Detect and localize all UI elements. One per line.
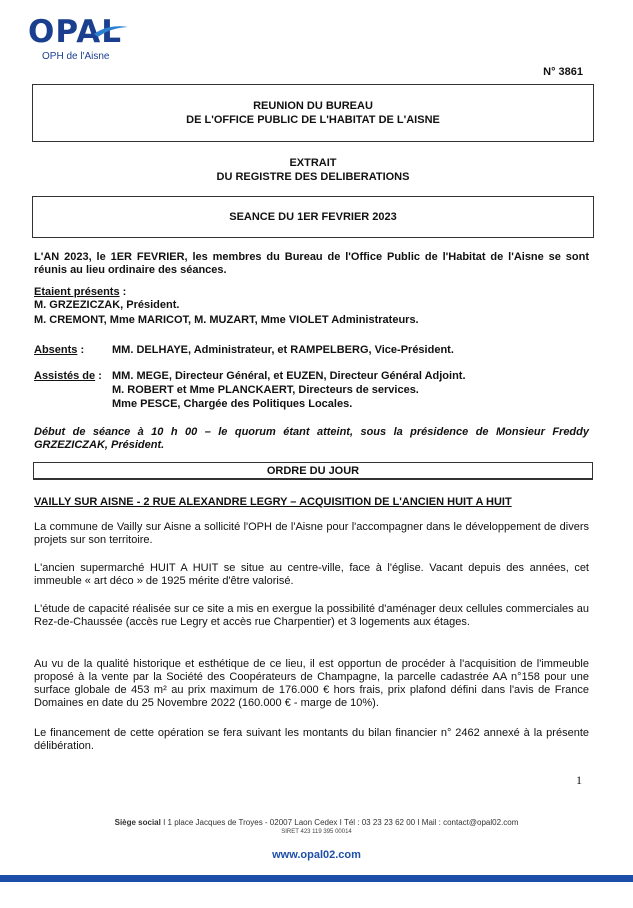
body-paragraph-4: Au vu de la qualité historique et esthétique de ce lieu, il est opportun de procéder à l'acquisition de l'immeuble proposé à la vente par la Société des Coopérateurs de Champagne, la parcelle cadastrée AA n°158 pour une surface globale de 453 m² au prix maximum de 176.000 € hors frais, prix plafond défini dans l'avis de France Domaines en date du 25 Novembre 2022 (160.000 € - marge de 10%). [34,658,589,709]
assistes-label: Assistés de [34,370,96,382]
body-paragraph-1: La commune de Vailly sur Aisne a sollicité l'OPH de l'Aisne pour l'accompagner dans le développement de divers projets sur son territoire. [34,521,589,546]
body-paragraph-2: L'ancien supermarché HUIT A HUIT se situe au centre-ville, face à l'église. Vacant depuis des années, cet immeuble « art déco » de 1925 mérite d'être valorisé. [34,562,589,587]
footer-siege-label: Siège social [114,818,161,827]
absents-label: Absents [34,344,78,356]
document-number: N° 3861 [543,66,583,78]
agenda-title: ORDRE DU JOUR [266,465,360,477]
page-number: 1 [576,773,582,787]
session-start-statement: Début de séance à 10 h 00 – le quorum étant atteint, sous la présidence de Monsieur Freddy GRZEZICZAK, Président. [34,426,589,451]
footer-address [0,818,633,827]
assistes-heading [34,370,102,383]
body-paragraph-5: Le financement de cette opération se fera suivant les montants du bilan financier n° 2462 annexé à la présente délibération. [34,727,589,752]
footer-siret: SIRET 423 119 395 00014 [281,829,352,835]
logo-wordmark: OPAL [28,14,122,50]
meeting-header-box [32,84,594,142]
footer-address-text: I 1 place Jacques de Troyes - 02007 Laon Cedex I Tél : 03 23 23 62 00 I Mail : contact@opal02.com [160,818,519,827]
presents-colon: : [119,286,127,298]
presents-line1: M. GRZEZICZAK, Président. [34,299,180,311]
subject-title: VAILLY SUR AISNE - 2 RUE ALEXANDRE LEGRY – ACQUISITION DE L'ANCIEN HUIT A HUIT [34,496,512,508]
agenda-box [33,462,593,480]
extract-line1: EXTRAIT [289,157,337,169]
meeting-title-line1: REUNION DU BUREAU [253,100,373,112]
session-date: SEANCE DU 1ER FEVRIER 2023 [229,211,397,223]
footer-website-link[interactable]: www.opal02.com [272,849,361,861]
opal-logo [28,14,148,64]
presents-heading [34,286,126,299]
absents-heading [34,344,84,357]
absents-text: MM. DELHAYE, Administrateur, et RAMPELBERG, Vice-Président. [112,344,454,356]
assistes-line3: Mme PESCE, Chargée des Politiques Locales. [112,398,353,410]
session-date-box [32,196,594,238]
absents-colon: : [77,344,85,356]
meeting-title-line2: DE L'OFFICE PUBLIC DE L'HABITAT DE L'AISNE [186,114,440,126]
extract-heading [32,156,594,184]
presents-line2: M. CREMONT, Mme MARICOT, M. MUZART, Mme VIOLET Administrateurs. [34,314,419,326]
intro-paragraph: L'AN 2023, le 1ER FEVRIER, les membres du Bureau de l'Office Public de l'Habitat de l'Aisne se sont réunis au lieu ordinaire des séances. [34,251,589,276]
extract-line2: DU REGISTRE DES DELIBERATIONS [216,171,410,183]
assistes-colon: : [95,370,102,382]
assistes-line2: M. ROBERT et Mme PLANCKAERT, Directeurs de services. [112,384,419,396]
logo-swoosh-icon [94,24,128,38]
presents-label: Etaient présents [34,286,120,298]
body-paragraph-3: L'étude de capacité réalisée sur ce site a mis en exergue la possibilité d'aménager deux cellules commerciales au Rez-de-Chaussée (accès rue Legry et accès rue Charpentier) et 3 logements aux étages. [34,603,589,628]
assistes-line1: MM. MEGE, Directeur Général, et EUZEN, Directeur Général Adjoint. [112,370,466,382]
footer-bar [0,875,633,882]
logo-subtitle: OPH de l'Aisne [42,51,110,62]
